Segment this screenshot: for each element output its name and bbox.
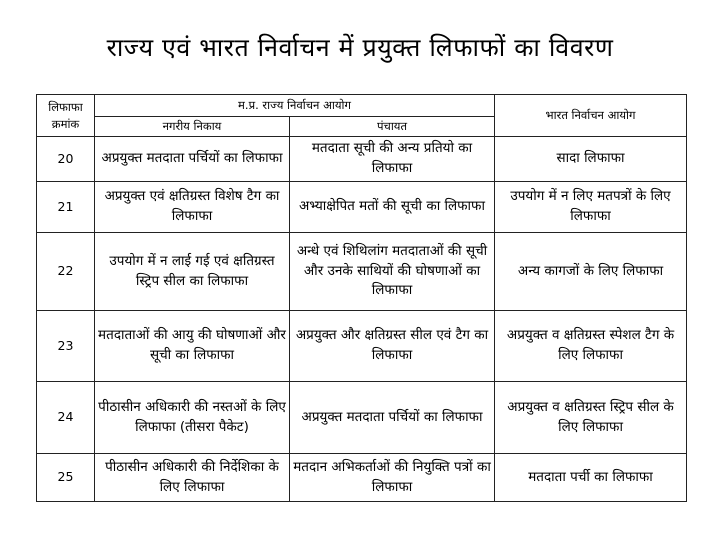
- table-row: [37, 382, 687, 454]
- row-number: 20: [37, 137, 95, 182]
- eci-header: भारत निर्वाचन आयोग: [495, 95, 687, 137]
- table-row: [37, 454, 687, 502]
- eci-cell: अन्य कागजों के लिए लिफाफा: [495, 233, 687, 311]
- table-row: [37, 137, 687, 182]
- page-title: राज्य एवं भारत निर्वाचन में प्रयुक्त लिफाफों का विवरण: [106, 33, 614, 62]
- eci-cell: उपयोग में न लिए मतपत्रों के लिए लिफाफा: [495, 182, 687, 233]
- panchayat-cell: अन्धे एवं शिथिलांग मतदाताओं की सूची और उनके साथियों की घोषणाओं का लिफाफा: [290, 233, 495, 311]
- table-row: [37, 182, 687, 233]
- eci-cell: अप्रयुक्त व क्षतिग्रस्त स्पेशल टैग के लिए लिफाफा: [495, 311, 687, 382]
- eci-cell: मतदाता पर्ची का लिफाफा: [495, 454, 687, 502]
- table-row: [37, 233, 687, 311]
- row-number: 23: [37, 311, 95, 382]
- envelope-header-line1: लिफाफा: [48, 99, 83, 114]
- panchayat-cell: मतदाता सूची की अन्य प्रतियो का लिफाफा: [290, 137, 495, 182]
- urban-cell: पीठासीन अधिकारी की नस्तओं के लिए लिफाफा (तीसरा पैकेट): [95, 382, 290, 454]
- row-number: 21: [37, 182, 95, 233]
- panchayat-cell: अप्रयुक्त मतदाता पर्चियों का लिफाफा: [290, 382, 495, 454]
- urban-cell: मतदाताओं की आयु की घोषणाओं और सूची का लिफाफा: [95, 311, 290, 382]
- panchayat-header: पंचायत: [290, 117, 495, 137]
- row-number: 25: [37, 454, 95, 502]
- panchayat-cell: मतदान अभिकर्ताओं की नियुक्ति पत्रों का लिफाफा: [290, 454, 495, 502]
- urban-cell: उपयोग में न लाई गई एवं क्षतिग्रस्त स्ट्रिप सील का लिफाफा: [95, 233, 290, 311]
- row-number: 22: [37, 233, 95, 311]
- eci-cell: अप्रयुक्त व क्षतिग्रस्त स्ट्रिप सील के लिए लिफाफा: [495, 382, 687, 454]
- envelope-table: [36, 94, 687, 502]
- envelope-header-line2: क्रमांक: [51, 116, 80, 131]
- row-number: 24: [37, 382, 95, 454]
- state-commission-header: म.प्र. राज्य निर्वाचन आयोग: [95, 95, 495, 117]
- table-row: [37, 311, 687, 382]
- panchayat-cell: अप्रयुक्त और क्षतिग्रस्त सील एवं टैग का लिफाफा: [290, 311, 495, 382]
- urban-cell: अप्रयुक्त एवं क्षतिग्रस्त विशेष टैग का लिफाफा: [95, 182, 290, 233]
- urban-cell: अप्रयुक्त मतदाता पर्चियों का लिफाफा: [95, 137, 290, 182]
- urban-cell: पीठासीन अधिकारी की निर्देशिका के लिए लिफाफा: [95, 454, 290, 502]
- header-row-1: [37, 95, 687, 117]
- envelope-number-header: [37, 95, 95, 137]
- urban-bodies-header: नगरीय निकाय: [95, 117, 290, 137]
- eci-cell: सादा लिफाफा: [495, 137, 687, 182]
- panchayat-cell: अभ्याक्षेपित मतों की सूची का लिफाफा: [290, 182, 495, 233]
